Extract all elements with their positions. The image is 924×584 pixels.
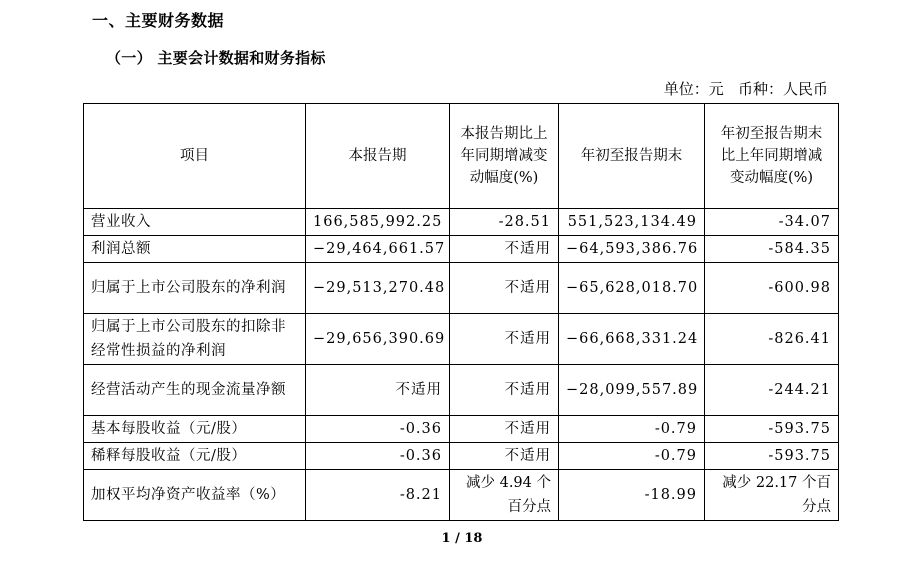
unit-currency-line: 单位：元 币种：人民币 [663,80,828,98]
row-ytd-change: -600.98 [705,263,839,314]
row-current-period: −29,513,270.48 [306,263,450,314]
header-ytd: 年初至报告期末 [559,104,705,209]
row-item: 营业收入 [84,209,306,236]
row-item: 基本每股收益（元/股） [84,416,306,443]
table-row [84,263,839,314]
row-ytd-change: 减少 22.17 个百分点 [705,470,839,521]
row-current-period: -0.36 [306,443,450,470]
row-current-change: 不适用 [450,443,559,470]
subsection-title: （一） 主要会计数据和财务指标 [106,49,326,67]
table-row [84,443,839,470]
table-header-row [84,104,839,209]
header-current-period: 本报告期 [306,104,450,209]
row-ytd-change: -826.41 [705,314,839,365]
row-item: 加权平均净资产收益率（%） [84,470,306,521]
row-current-period: -0.36 [306,416,450,443]
row-item: 经营活动产生的现金流量净额 [84,365,306,416]
row-item: 归属于上市公司股东的净利润 [84,263,306,314]
row-current-change: -28.51 [450,209,559,236]
table-row [84,314,839,365]
row-ytd: -0.79 [559,443,705,470]
row-ytd: -0.79 [559,416,705,443]
row-ytd: −64,593,386.76 [559,236,705,263]
row-item: 利润总额 [84,236,306,263]
row-current-period: -8.21 [306,470,450,521]
table-row [84,236,839,263]
row-ytd-change: -593.75 [705,416,839,443]
row-current-period: −29,464,661.57 [306,236,450,263]
row-item: 稀释每股收益（元/股） [84,443,306,470]
row-ytd: −66,668,331.24 [559,314,705,365]
row-ytd: 551,523,134.49 [559,209,705,236]
row-current-change: 不适用 [450,236,559,263]
table-row [84,365,839,416]
header-ytd-change: 年初至报告期末比上年同期增减变动幅度(%) [705,104,839,209]
row-item: 归属于上市公司股东的扣除非经常性损益的净利润 [84,314,306,365]
financial-data-table [83,103,839,521]
row-current-period: 166,585,992.25 [306,209,450,236]
row-current-period: 不适用 [306,365,450,416]
header-current-change: 本报告期比上年同期增减变动幅度(%) [450,104,559,209]
row-ytd-change: -244.21 [705,365,839,416]
row-ytd: −65,628,018.70 [559,263,705,314]
row-ytd-change: -584.35 [705,236,839,263]
table-row [84,209,839,236]
table-row [84,416,839,443]
header-item: 项目 [84,104,306,209]
row-current-period: −29,656,390.69 [306,314,450,365]
row-ytd: −28,099,557.89 [559,365,705,416]
row-current-change: 不适用 [450,365,559,416]
row-ytd-change: -593.75 [705,443,839,470]
row-ytd: -18.99 [559,470,705,521]
row-current-change: 减少 4.94 个百分点 [450,470,559,521]
row-current-change: 不适用 [450,416,559,443]
table-row [84,470,839,521]
row-current-change: 不适用 [450,263,559,314]
row-ytd-change: -34.07 [705,209,839,236]
page-number: 1 / 18 [441,531,483,546]
section-title: 一、主要财务数据 [92,11,225,30]
row-current-change: 不适用 [450,314,559,365]
